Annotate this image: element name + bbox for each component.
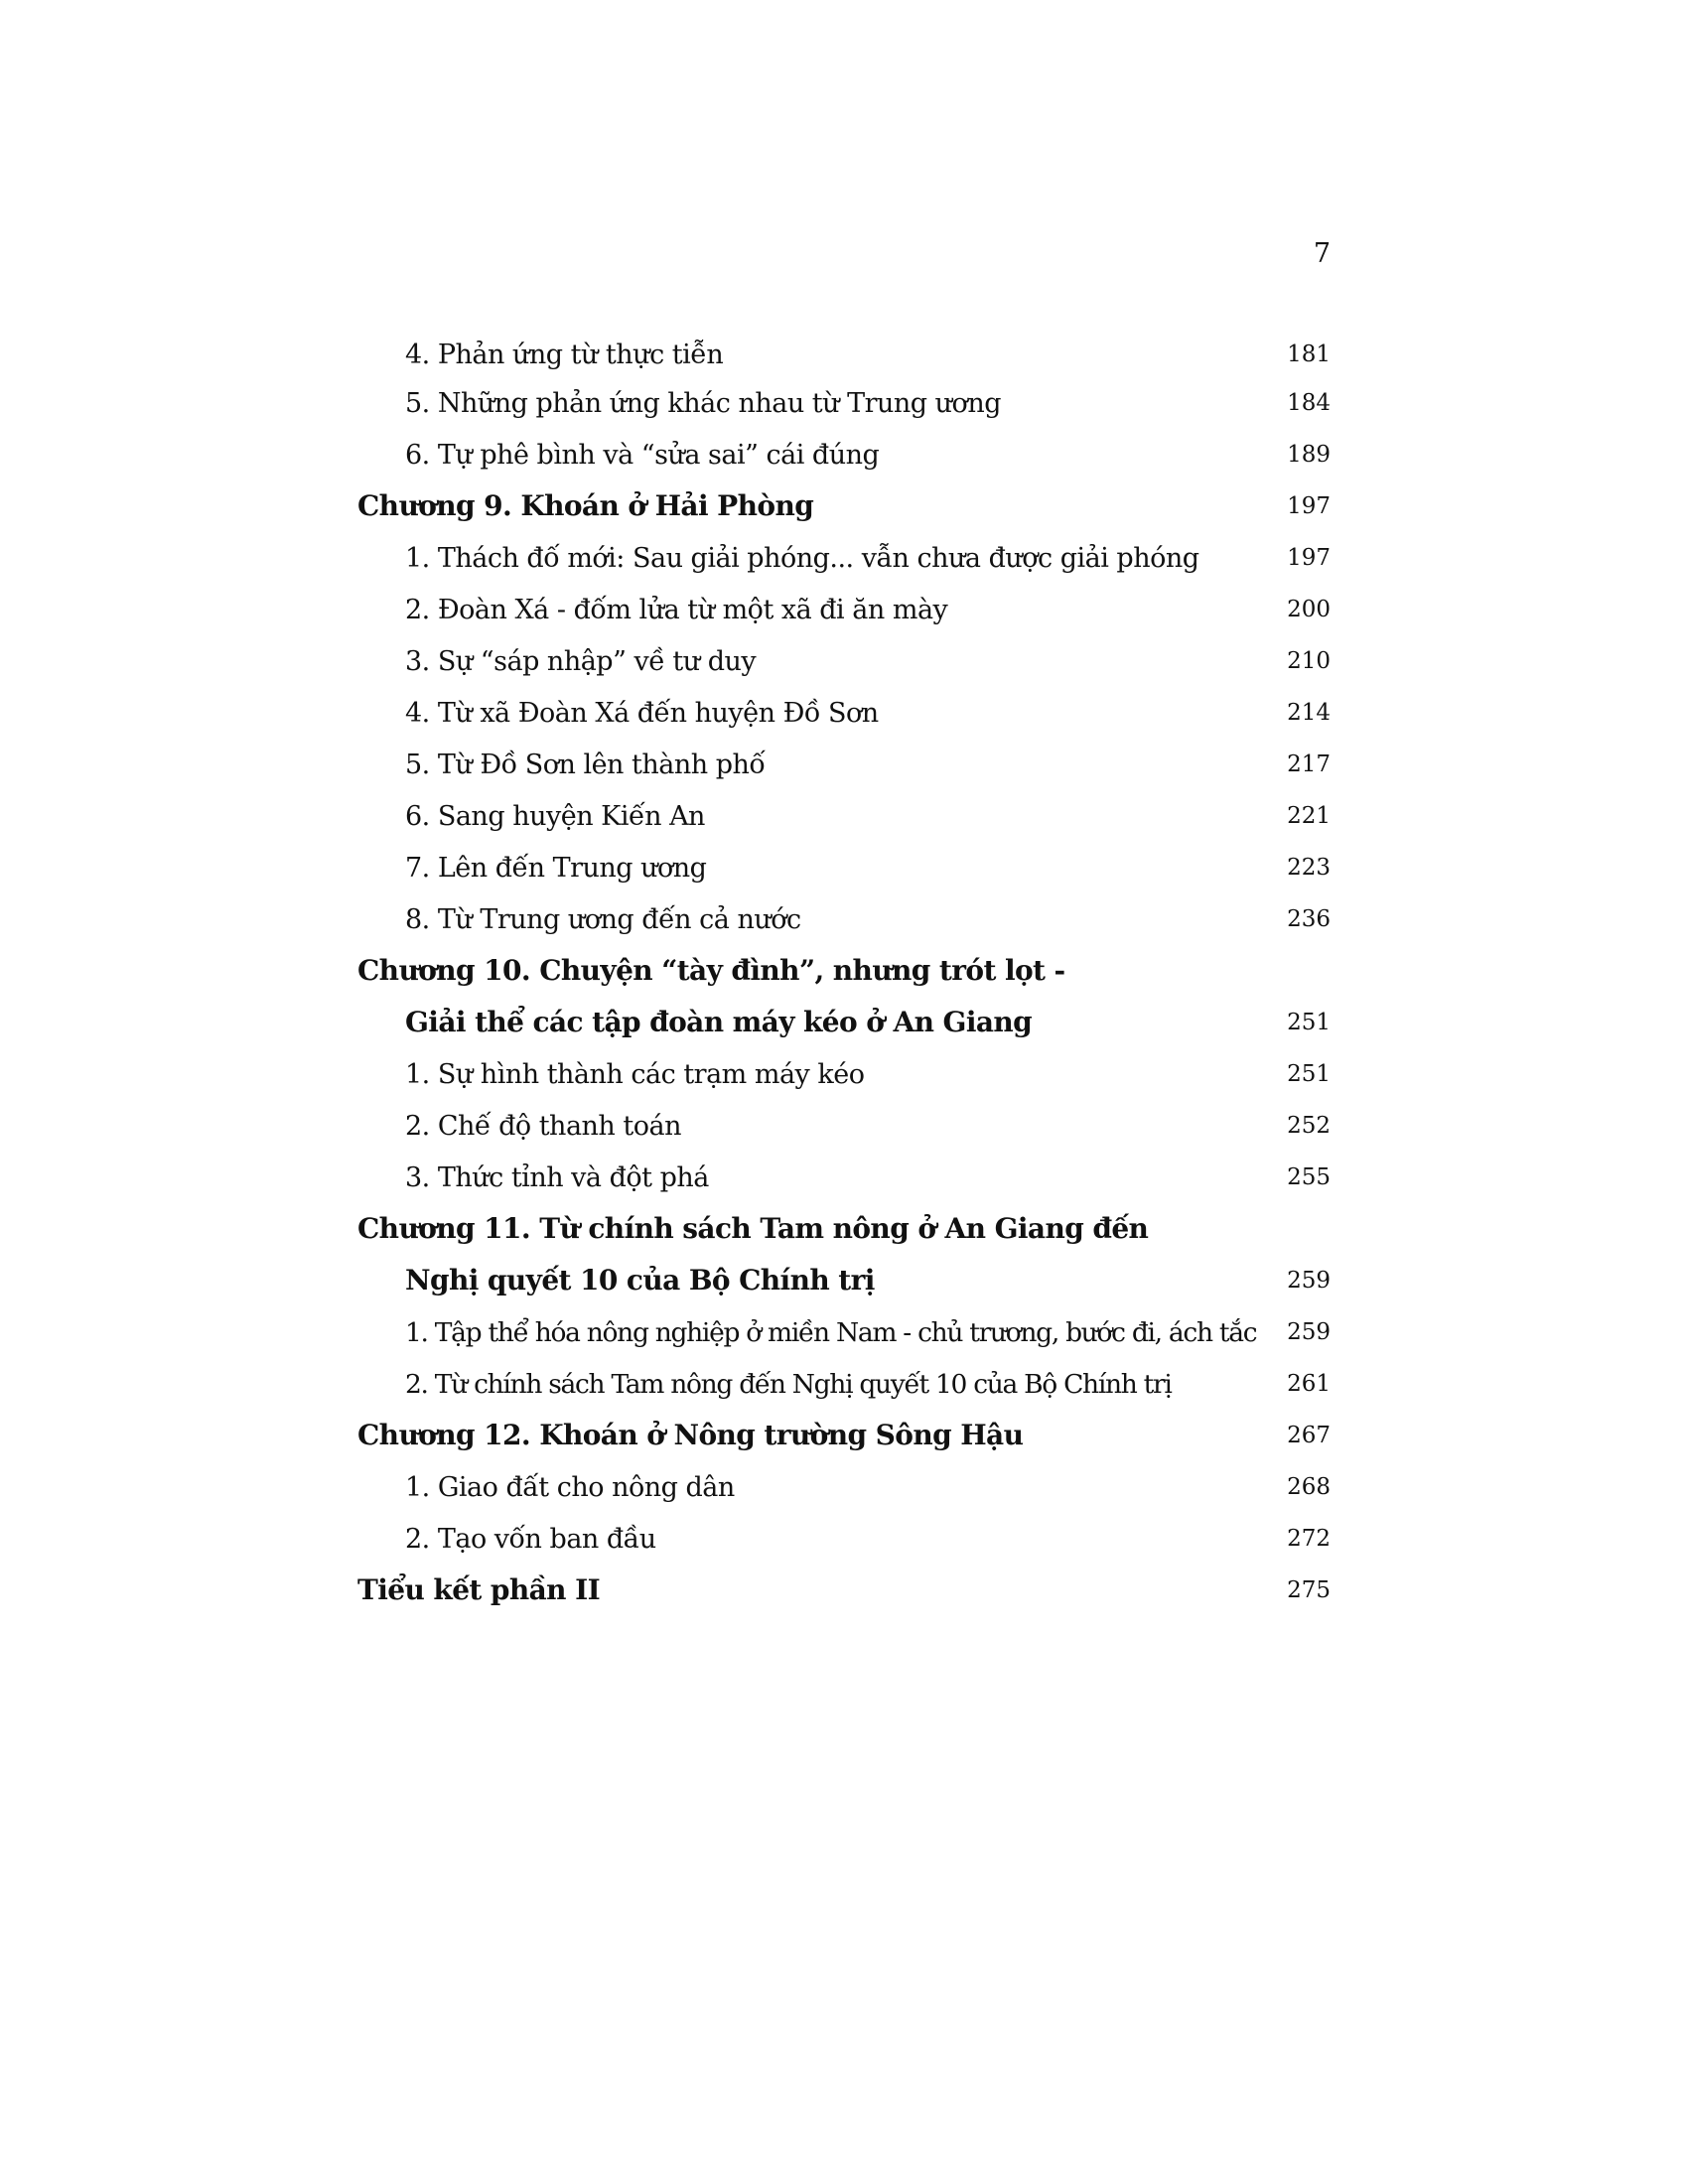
toc-entry-title: 1. Giao đất cho nông dân: [405, 1472, 735, 1503]
toc-entry-page: 272: [1287, 1526, 1331, 1552]
toc-entry-page: 217: [1287, 751, 1331, 777]
toc-entry-page: 214: [1287, 700, 1331, 726]
toc-entry-page: 184: [1287, 390, 1331, 416]
toc-chapter-title: Chương 12. Khoán ở Nông trường Sông Hậu: [357, 1419, 1024, 1451]
toc-entry-title: 5. Từ Đồ Sơn lên thành phố: [405, 750, 766, 780]
toc-part-summary[interactable]: [357, 1565, 1331, 1616]
toc-part-summary-title: Tiểu kết phần II: [357, 1573, 601, 1606]
toc-entry-title: 5. Những phản ứng khác nhau từ Trung ương: [405, 388, 1001, 419]
toc-entry[interactable]: [357, 739, 1331, 790]
toc-entry-title: 8. Từ Trung ương đến cả nước: [405, 904, 801, 935]
toc-chapter-title: Chương 11. Từ chính sách Tam nông ở An Giang đến: [357, 1212, 1149, 1245]
toc-entry[interactable]: [357, 1100, 1331, 1152]
table-of-contents: [357, 332, 1331, 1616]
toc-entry-page: 251: [1287, 1061, 1331, 1087]
toc-entry[interactable]: [357, 790, 1331, 842]
toc-entry[interactable]: [357, 1461, 1331, 1513]
toc-chapter-title: Chương 10. Chuyện “tày đình”, nhưng trót lọt -: [357, 954, 1065, 987]
toc-entry[interactable]: [357, 532, 1331, 584]
toc-chapter[interactable]: [357, 945, 1331, 997]
toc-entry[interactable]: [357, 429, 1331, 480]
toc-entry[interactable]: [357, 1358, 1331, 1410]
toc-chapter-title: Chương 9. Khoán ở Hải Phòng: [357, 489, 814, 522]
toc-entry-title: 6. Tự phê bình và “sửa sai” cái đúng: [405, 440, 880, 471]
toc-entry-page: 223: [1287, 855, 1331, 881]
toc-chapter-page: 267: [1287, 1423, 1331, 1448]
toc-chapter-page: 259: [1287, 1268, 1331, 1294]
toc-entry-page: 259: [1287, 1319, 1331, 1345]
toc-entry-page: 268: [1287, 1474, 1331, 1500]
toc-part-summary-page: 275: [1287, 1577, 1331, 1603]
toc-entry-page: 252: [1287, 1113, 1331, 1139]
toc-entry[interactable]: [357, 635, 1331, 687]
toc-entry[interactable]: [357, 1048, 1331, 1100]
toc-chapter[interactable]: [357, 480, 1331, 532]
toc-entry-page: 189: [1287, 442, 1331, 468]
toc-entry[interactable]: [357, 584, 1331, 635]
toc-entry-title: 2. Chế độ thanh toán: [405, 1111, 681, 1142]
toc-chapter-title: Giải thể các tập đoàn máy kéo ở An Giang: [405, 1006, 1033, 1038]
toc-entry[interactable]: [357, 1513, 1331, 1565]
toc-entry[interactable]: [357, 1306, 1331, 1358]
toc-entry-title: 4. Phản ứng từ thực tiễn: [405, 340, 724, 370]
toc-entry-title: 1. Sự hình thành các trạm máy kéo: [405, 1059, 865, 1090]
toc-chapter-page: 251: [1287, 1010, 1331, 1035]
toc-entry-title: 1. Thách đố mới: Sau giải phóng... vẫn chưa được giải phóng: [405, 543, 1199, 574]
toc-entry-page: 200: [1287, 597, 1331, 622]
toc-entry-title: 2. Đoàn Xá - đốm lửa từ một xã đi ăn mày: [405, 595, 948, 625]
toc-entry-title: 3. Sự “sáp nhập” về tư duy: [405, 646, 757, 677]
toc-chapter-continuation[interactable]: [357, 1255, 1331, 1306]
toc-entry[interactable]: [357, 1152, 1331, 1203]
toc-entry-page: 255: [1287, 1164, 1331, 1190]
toc-entry-title: 1. Tập thể hóa nông nghiệp ở miền Nam - chủ trương, bước đi, ách tắc: [405, 1317, 1257, 1348]
toc-entry-page: 236: [1287, 906, 1331, 932]
toc-entry-page: 181: [1287, 341, 1331, 367]
toc-entry-title: 4. Từ xã Đoàn Xá đến huyện Đồ Sơn: [405, 698, 879, 729]
toc-chapter-page: 197: [1287, 493, 1331, 519]
toc-entry-title: 7. Lên đến Trung ương: [405, 853, 707, 884]
toc-entry[interactable]: [357, 332, 1331, 377]
toc-chapter[interactable]: [357, 1410, 1331, 1461]
toc-chapter-title: Nghị quyết 10 của Bộ Chính trị: [405, 1264, 875, 1297]
toc-entry-title: 2. Từ chính sách Tam nông đến Nghị quyết 10 của Bộ Chính trị: [405, 1369, 1172, 1400]
toc-entry-page: 210: [1287, 648, 1331, 674]
toc-entry[interactable]: [357, 377, 1331, 429]
toc-chapter-continuation[interactable]: [357, 997, 1331, 1048]
toc-entry-title: 2. Tạo vốn ban đầu: [405, 1524, 656, 1555]
toc-entry-title: 3. Thức tỉnh và đột phá: [405, 1162, 709, 1193]
page-number: 7: [1313, 238, 1331, 269]
toc-entry-page: 197: [1287, 545, 1331, 571]
toc-entry[interactable]: [357, 842, 1331, 893]
toc-entry-page: 221: [1287, 803, 1331, 829]
toc-entry-page: 261: [1287, 1371, 1331, 1397]
toc-entry[interactable]: [357, 893, 1331, 945]
toc-entry[interactable]: [357, 687, 1331, 739]
toc-chapter[interactable]: [357, 1203, 1331, 1255]
toc-entry-title: 6. Sang huyện Kiến An: [405, 801, 705, 832]
